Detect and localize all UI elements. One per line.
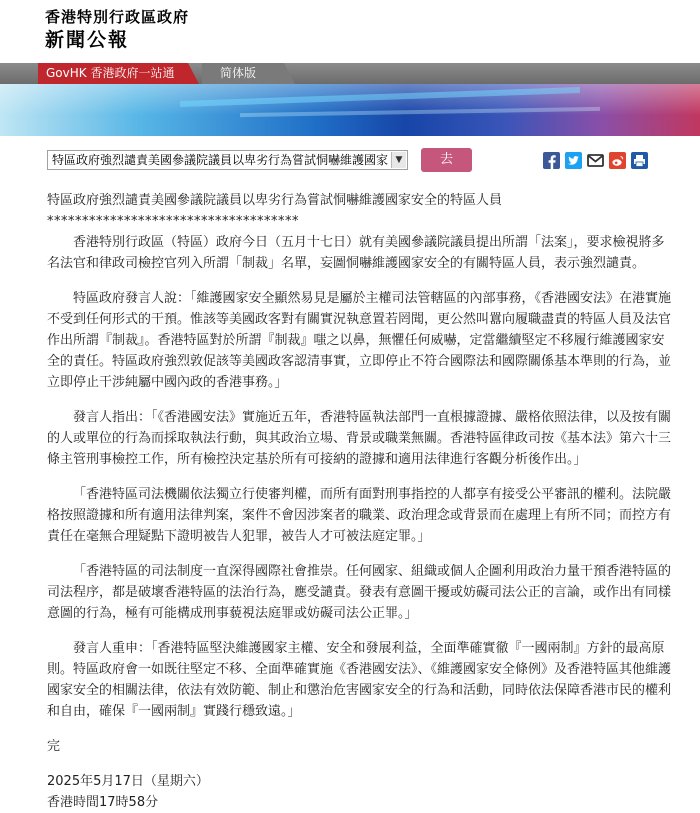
press-release-content (47, 190, 671, 813)
toolbar (0, 148, 700, 174)
simplified-link[interactable]: 简体版 (202, 63, 284, 84)
banner-streak (240, 107, 600, 117)
email-icon[interactable] (587, 152, 604, 169)
end-mark: 完 (47, 739, 61, 754)
article-paragraph: 發言人重申：「香港特區堅決維護國家主權、安全和發展利益，全面準確實徹『一國兩制』方針的最高原則。特區政府會一如既往堅定不移、全面準確實施《香港國安法》、《維護國家安全條例》及香港特區其他維護國家安全的相關法律，依法有效防範、制止和懲治危害國家安全的行為和活動，同時依法保障香港市民的權利和自由，確保『一國兩制』實踐行穩致遠。」 (47, 641, 672, 719)
go-button[interactable]: 去 (421, 148, 472, 172)
article-title: 特區政府強烈譴責美國參議院議員以卑劣行為嘗試恫嚇維護國家安全的特區人員 (47, 193, 503, 208)
banner-streak (180, 87, 580, 107)
nav-bar (0, 63, 700, 84)
article-paragraph: 發言人指出：「《香港國安法》實施近五年，香港特區執法部門一直根據證據、嚴格依照法律，以及按有關的人或單位的行為而採取執法行動，與其政治立場、背景或職業無關。香港特區律政司按《基本法》第六十三條主管刑事檢控工作，所有檢控決定基於所有可接納的證據和適用法律進行客觀分析後作出。」 (47, 410, 672, 467)
twitter-icon[interactable] (565, 152, 582, 169)
release-date: 2025年5月17日（星期六） (47, 774, 209, 789)
site-header (45, 7, 189, 53)
release-time: 香港時間17時58分 (47, 795, 159, 810)
article-paragraph: 「香港特區司法機關依法獨立行使審判權，而所有面對刑事指控的人都享有接受公平審訊的權利。法院嚴格按照證據和所有適用法律判案，案件不會因涉案者的職業、政治理念或背景而在處理上有所不同；而控方有責任在毫無合理疑點下證明被告人犯罪，被告人才可被法庭定罪。」 (47, 487, 672, 544)
banner-image (0, 84, 700, 136)
weibo-icon[interactable] (609, 152, 626, 169)
facebook-icon[interactable] (543, 152, 560, 169)
title-divider: ************************************ (47, 214, 299, 229)
print-icon[interactable] (631, 152, 648, 169)
press-release-select[interactable] (47, 150, 408, 170)
article-paragraph: 「香港特區的司法制度一直深得國際社會推崇。任何國家、組織或個人企圖利用政治力量干預香港特區的司法程序，都是破壞香港特區的法治行為，應受譴責。發表有意圖干擾或妨礙司法公正的言論，或作出有同樣意圖的行為，極有可能構成刑事藐視法庭罪或妨礙司法公正罪。」 (47, 564, 672, 621)
article-paragraph: 特區政府發言人說：「維護國家安全顯然易見是屬於主權司法管轄區的內部事務，《香港國安法》在港實施不受到任何形式的干預。惟該等美國政客對有關實況執意置若罔聞，更公然叫囂向履職盡責的特區人員及法官作出所謂『制裁』。香港特區對於所謂『制裁』嗤之以鼻，無懼任何威嚇，定當繼續堅定不移履行維護國家安全的責任。特區政府強烈敦促該等美國政客認清事實，立即停止不符合國際法和國際關係基本準則的行為，並立即停止干涉純屬中國內政的香港事務。」 (47, 291, 672, 390)
article-paragraph: 香港特別行政區（特區）政府今日（五月十七日）就有美國參議院議員提出所謂「法案」，要求檢視將多名法官和律政司檢控官列入所謂「制裁」名單，妄圖恫嚇維護國家安全的有關特區人員，表示強烈譴責。 (47, 235, 665, 271)
org-name: 香港特別行政區政府 (45, 8, 190, 26)
govhk-link[interactable]: GovHK 香港政府一站通 (38, 63, 188, 84)
section-title[interactable]: 新聞公報 (45, 29, 130, 51)
select-value: 特區政府強烈譴責美國參議院議員以卑劣行為嘗試恫嚇維護國家 (52, 153, 389, 167)
share-icons (543, 152, 648, 170)
chevron-down-icon[interactable]: ▼ (391, 152, 406, 168)
